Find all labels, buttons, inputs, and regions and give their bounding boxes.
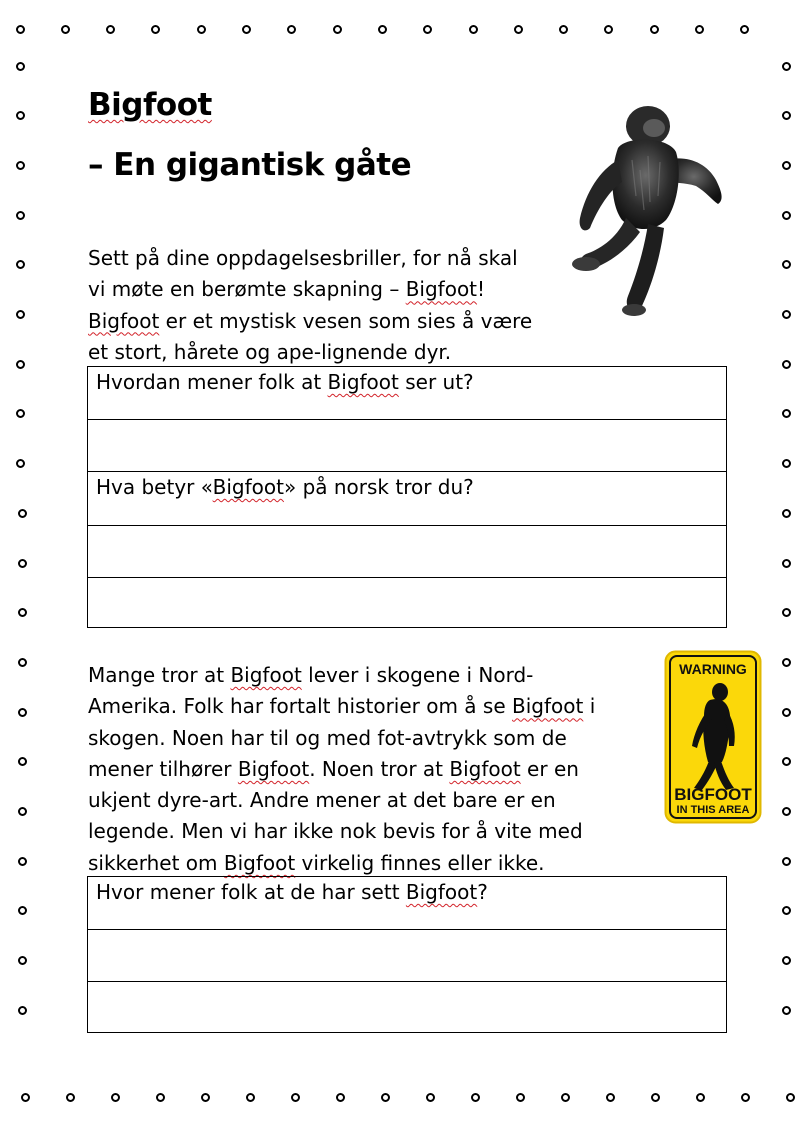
answer-row[interactable]: [88, 526, 726, 578]
title-bigfoot: Bigfoot: [88, 87, 212, 123]
border-dot: [650, 25, 659, 34]
body-line-7: [88, 848, 595, 879]
body-text: virkelig finnes eller ikke.: [295, 850, 545, 875]
border-dot: [782, 360, 791, 369]
border-dot: [782, 608, 791, 617]
border-dot: [561, 1093, 570, 1102]
border-dot: [782, 906, 791, 915]
question-text: » på norsk tror du?: [283, 475, 474, 499]
body-text: sikkerhet om: [88, 850, 224, 875]
border-dot: [336, 1093, 345, 1102]
border-dot: [291, 1093, 300, 1102]
border-dot: [156, 1093, 165, 1102]
intro-paragraph: [88, 243, 532, 368]
body-line-3: skogen. Noen har til og med fot-avtrykk som de: [88, 725, 567, 750]
answer-row[interactable]: [88, 930, 726, 982]
body-line-4: [88, 754, 595, 785]
border-dot: [782, 956, 791, 965]
bigfoot-word: Bigfoot: [237, 756, 310, 781]
bigfoot-word: Bigfoot: [405, 880, 478, 904]
bigfoot-word: Bigfoot: [223, 850, 296, 875]
border-dot: [782, 509, 791, 518]
border-dot: [381, 1093, 390, 1102]
border-dot: [782, 211, 791, 220]
question-row-appearance: [88, 367, 726, 420]
question-text: ?: [477, 880, 488, 904]
border-dot: [18, 757, 27, 766]
border-dot: [106, 25, 115, 34]
title-subtitle: En gigantisk gåte: [113, 147, 412, 183]
border-dot: [18, 658, 27, 667]
border-dot: [16, 409, 25, 418]
border-dot: [695, 25, 704, 34]
border-dot: [469, 25, 478, 34]
border-dot: [18, 708, 27, 717]
intro-line-4: et stort, hårete og ape-lignende dyr.: [88, 339, 452, 364]
question-table-1: [87, 366, 727, 628]
intro-line-3: [88, 306, 532, 337]
body-text: mener tilhører: [88, 756, 238, 781]
question-text: ser ut?: [398, 370, 474, 394]
body-text: i: [583, 694, 596, 719]
border-dot: [18, 509, 27, 518]
border-dot: [18, 906, 27, 915]
page-title-line-2: [88, 147, 412, 183]
question-text: Hva betyr «: [96, 475, 213, 499]
border-dot: [423, 25, 432, 34]
border-dot: [18, 956, 27, 965]
body-line-1: [88, 660, 595, 691]
bigfoot-word: Bigfoot: [449, 756, 521, 781]
border-dot: [242, 25, 251, 34]
body-line-6: legende. Men vi har ikke nok bevis for å vite med: [88, 819, 583, 844]
question-text: Hvor mener folk at de har sett: [96, 880, 406, 904]
sign-area-text: IN THIS AREA: [676, 804, 750, 816]
body-line-2: [88, 691, 595, 722]
body-text: . Noen tror at: [309, 756, 450, 781]
border-dot: [16, 360, 25, 369]
bigfoot-warning-sign: [664, 650, 762, 824]
border-dot: [740, 25, 749, 34]
page-title-line-1: [88, 87, 212, 123]
intro-text: vi møte en berømte skapning –: [88, 277, 406, 302]
border-dot: [606, 1093, 615, 1102]
answer-row[interactable]: [88, 420, 726, 472]
bigfoot-word: Bigfoot: [88, 308, 160, 333]
sign-bigfoot-text: BIGFOOT: [674, 785, 752, 804]
question-text: Hvordan mener folk at: [96, 370, 328, 394]
border-dot: [782, 708, 791, 717]
border-dot: [651, 1093, 660, 1102]
border-dot: [246, 1093, 255, 1102]
body-text: Mange tror at: [88, 663, 231, 687]
question-table-2: [87, 876, 727, 1033]
bigfoot-word: Bigfoot: [405, 277, 478, 302]
border-dot: [378, 25, 387, 34]
body-paragraph: [88, 660, 595, 879]
border-dot: [333, 25, 342, 34]
intro-text: !: [477, 277, 486, 302]
border-dot: [16, 310, 25, 319]
intro-text: er et mystisk vesen som sies å være: [159, 308, 533, 333]
intro-line-1: Sett på dine oppdagelsesbriller, for nå skal: [88, 246, 518, 270]
bigfoot-word: Bigfoot: [212, 475, 284, 499]
question-row-sightings: [88, 877, 726, 930]
border-dot: [782, 409, 791, 418]
border-dot: [471, 1093, 480, 1102]
border-dot: [18, 1006, 27, 1015]
bigfoot-word: Bigfoot: [512, 694, 584, 719]
border-dot: [16, 459, 25, 468]
border-dot: [782, 857, 791, 866]
border-dot: [18, 807, 27, 816]
border-dot: [16, 111, 25, 120]
bigfoot-word: Bigfoot: [327, 370, 399, 394]
border-dot: [16, 62, 25, 71]
border-dot: [18, 608, 27, 617]
answer-row[interactable]: [88, 578, 726, 627]
border-dot: [782, 62, 791, 71]
border-dot: [201, 1093, 210, 1102]
body-text: Amerika. Folk har fortalt historier om å se: [88, 694, 513, 719]
border-dot: [426, 1093, 435, 1102]
bigfoot-word: Bigfoot: [230, 663, 302, 687]
answer-row[interactable]: [88, 982, 726, 1032]
intro-line-2: [88, 274, 532, 305]
body-line-5: ukjent dyre-art. Andre mener at det bare er en: [88, 788, 556, 813]
border-dot: [111, 1093, 120, 1102]
border-dot: [786, 1093, 795, 1102]
border-dot: [782, 161, 791, 170]
border-dot: [514, 25, 523, 34]
border-dot: [696, 1093, 705, 1102]
bigfoot-figure-image: [556, 100, 728, 322]
border-dot: [782, 260, 791, 269]
border-dot: [782, 807, 791, 816]
border-dot: [66, 1093, 75, 1102]
border-dot: [782, 1006, 791, 1015]
border-dot: [516, 1093, 525, 1102]
border-dot: [18, 857, 27, 866]
border-dot: [61, 25, 70, 34]
border-dot: [16, 161, 25, 170]
border-dot: [782, 559, 791, 568]
border-dot: [559, 25, 568, 34]
border-dot: [782, 459, 791, 468]
border-dot: [151, 25, 160, 34]
border-dot: [18, 559, 27, 568]
border-dot: [741, 1093, 750, 1102]
question-row-meaning: [88, 472, 726, 526]
border-dot: [782, 658, 791, 667]
border-dot: [16, 25, 25, 34]
border-dot: [21, 1093, 30, 1102]
border-dot: [604, 25, 613, 34]
border-dot: [16, 260, 25, 269]
sign-warning-text: WARNING: [679, 661, 747, 677]
border-dot: [782, 111, 791, 120]
body-text: er en: [520, 756, 579, 781]
border-dot: [197, 25, 206, 34]
border-dot: [287, 25, 296, 34]
title-dash: –: [88, 147, 103, 183]
border-dot: [782, 310, 791, 319]
body-text: lever i skogene i Nord-: [301, 663, 534, 687]
border-dot: [16, 211, 25, 220]
border-dot: [782, 757, 791, 766]
